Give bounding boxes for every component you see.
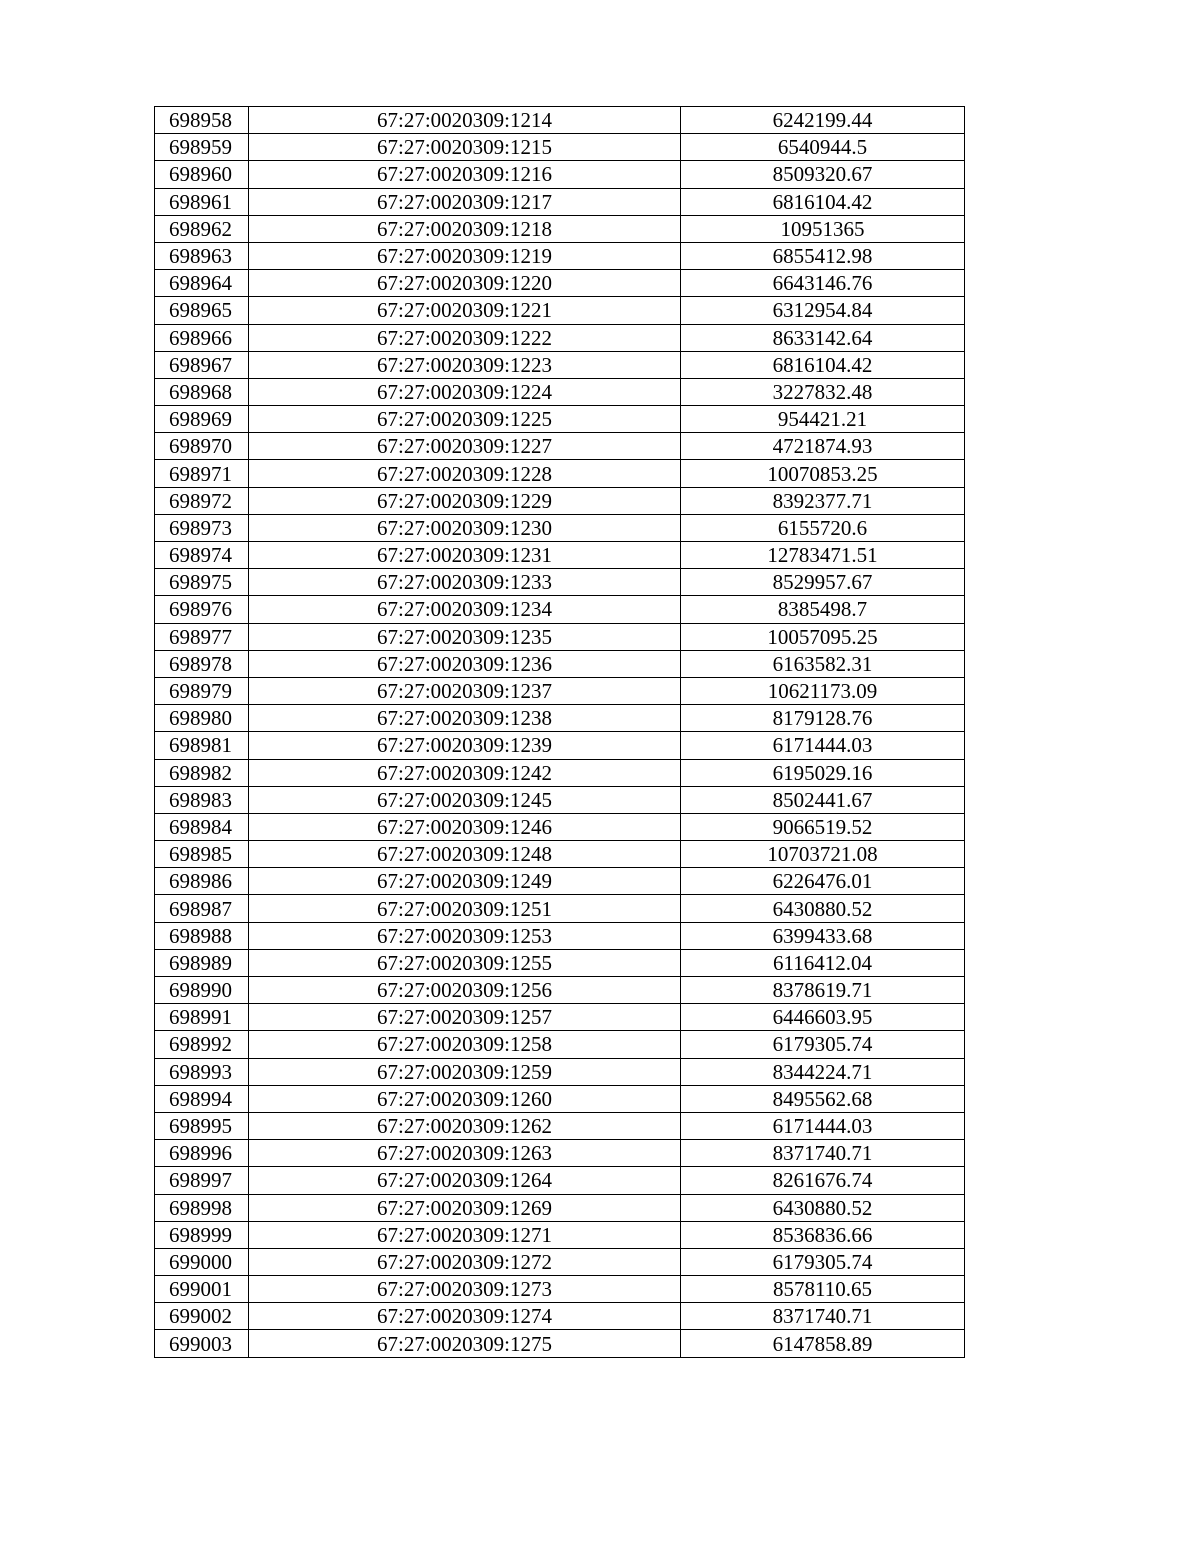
table-row xyxy=(155,1031,965,1058)
cadastral-number-cell: 67:27:0020309:1228 xyxy=(249,460,681,487)
value-cell: 8344224.71 xyxy=(681,1058,965,1085)
value-cell: 8536836.66 xyxy=(681,1221,965,1248)
table-row xyxy=(155,1112,965,1139)
cadastral-number-cell: 67:27:0020309:1242 xyxy=(249,759,681,786)
value-cell: 10703721.08 xyxy=(681,841,965,868)
table-row xyxy=(155,161,965,188)
cadastral-number-cell: 67:27:0020309:1251 xyxy=(249,895,681,922)
cadastral-number-cell: 67:27:0020309:1230 xyxy=(249,514,681,541)
row-id-cell: 698994 xyxy=(155,1085,249,1112)
cadastral-number-cell: 67:27:0020309:1253 xyxy=(249,922,681,949)
row-id-cell: 698978 xyxy=(155,650,249,677)
value-cell: 954421.21 xyxy=(681,406,965,433)
table-row xyxy=(155,542,965,569)
row-id-cell: 698964 xyxy=(155,270,249,297)
value-cell: 8495562.68 xyxy=(681,1085,965,1112)
value-cell: 6446603.95 xyxy=(681,1004,965,1031)
row-id-cell: 698963 xyxy=(155,242,249,269)
row-id-cell: 698965 xyxy=(155,297,249,324)
row-id-cell: 698996 xyxy=(155,1140,249,1167)
row-id-cell: 699003 xyxy=(155,1330,249,1357)
value-cell: 6430880.52 xyxy=(681,1194,965,1221)
value-cell: 6816104.42 xyxy=(681,188,965,215)
value-cell: 8371740.71 xyxy=(681,1140,965,1167)
row-id-cell: 698984 xyxy=(155,813,249,840)
value-cell: 6855412.98 xyxy=(681,242,965,269)
table-row xyxy=(155,949,965,976)
cadastral-number-cell: 67:27:0020309:1214 xyxy=(249,107,681,134)
table-row xyxy=(155,732,965,759)
cadastral-number-cell: 67:27:0020309:1225 xyxy=(249,406,681,433)
row-id-cell: 698986 xyxy=(155,868,249,895)
table-row xyxy=(155,1085,965,1112)
table-row xyxy=(155,786,965,813)
table-row xyxy=(155,188,965,215)
row-id-cell: 698988 xyxy=(155,922,249,949)
table-row xyxy=(155,1058,965,1085)
row-id-cell: 698987 xyxy=(155,895,249,922)
value-cell: 6540944.5 xyxy=(681,134,965,161)
cadastral-number-cell: 67:27:0020309:1221 xyxy=(249,297,681,324)
row-id-cell: 698979 xyxy=(155,677,249,704)
row-id-cell: 698959 xyxy=(155,134,249,161)
row-id-cell: 698989 xyxy=(155,949,249,976)
table-row xyxy=(155,1330,965,1357)
table-row xyxy=(155,895,965,922)
table-row xyxy=(155,759,965,786)
row-id-cell: 698983 xyxy=(155,786,249,813)
cadastral-number-cell: 67:27:0020309:1260 xyxy=(249,1085,681,1112)
row-id-cell: 698982 xyxy=(155,759,249,786)
row-id-cell: 699002 xyxy=(155,1303,249,1330)
value-cell: 6195029.16 xyxy=(681,759,965,786)
cadastral-number-cell: 67:27:0020309:1233 xyxy=(249,569,681,596)
cadastral-number-cell: 67:27:0020309:1224 xyxy=(249,378,681,405)
row-id-cell: 698981 xyxy=(155,732,249,759)
cadastral-number-cell: 67:27:0020309:1262 xyxy=(249,1112,681,1139)
value-cell: 8385498.7 xyxy=(681,596,965,623)
cadastral-number-cell: 67:27:0020309:1238 xyxy=(249,705,681,732)
row-id-cell: 698969 xyxy=(155,406,249,433)
table-row xyxy=(155,813,965,840)
value-cell: 10621173.09 xyxy=(681,677,965,704)
row-id-cell: 698992 xyxy=(155,1031,249,1058)
cadastral-number-cell: 67:27:0020309:1272 xyxy=(249,1248,681,1275)
table-row xyxy=(155,596,965,623)
table-row xyxy=(155,134,965,161)
cadastral-number-cell: 67:27:0020309:1222 xyxy=(249,324,681,351)
value-cell: 8371740.71 xyxy=(681,1303,965,1330)
row-id-cell: 698971 xyxy=(155,460,249,487)
cadastral-number-cell: 67:27:0020309:1219 xyxy=(249,242,681,269)
row-id-cell: 698997 xyxy=(155,1167,249,1194)
row-id-cell: 698974 xyxy=(155,542,249,569)
cadastral-number-cell: 67:27:0020309:1263 xyxy=(249,1140,681,1167)
cadastral-number-cell: 67:27:0020309:1259 xyxy=(249,1058,681,1085)
cadastral-number-cell: 67:27:0020309:1223 xyxy=(249,351,681,378)
value-cell: 8378619.71 xyxy=(681,977,965,1004)
row-id-cell: 698966 xyxy=(155,324,249,351)
table-row xyxy=(155,1221,965,1248)
table-row xyxy=(155,977,965,1004)
value-cell: 8392377.71 xyxy=(681,487,965,514)
cadastral-number-cell: 67:27:0020309:1275 xyxy=(249,1330,681,1357)
row-id-cell: 698975 xyxy=(155,569,249,596)
cadastral-number-cell: 67:27:0020309:1218 xyxy=(249,215,681,242)
row-id-cell: 698991 xyxy=(155,1004,249,1031)
table-row xyxy=(155,107,965,134)
value-cell: 3227832.48 xyxy=(681,378,965,405)
table-row xyxy=(155,378,965,405)
table-row xyxy=(155,1194,965,1221)
value-cell: 8578110.65 xyxy=(681,1276,965,1303)
row-id-cell: 699001 xyxy=(155,1276,249,1303)
table-row xyxy=(155,406,965,433)
value-cell: 10057095.25 xyxy=(681,623,965,650)
cadastral-number-cell: 67:27:0020309:1234 xyxy=(249,596,681,623)
table-row xyxy=(155,677,965,704)
table-row xyxy=(155,297,965,324)
value-cell: 6179305.74 xyxy=(681,1031,965,1058)
table-row xyxy=(155,623,965,650)
value-cell: 8179128.76 xyxy=(681,705,965,732)
cadastral-number-cell: 67:27:0020309:1236 xyxy=(249,650,681,677)
cadastral-number-cell: 67:27:0020309:1237 xyxy=(249,677,681,704)
cadastral-number-cell: 67:27:0020309:1257 xyxy=(249,1004,681,1031)
table-row xyxy=(155,324,965,351)
row-id-cell: 698980 xyxy=(155,705,249,732)
table-row xyxy=(155,1140,965,1167)
cadastral-number-cell: 67:27:0020309:1217 xyxy=(249,188,681,215)
value-cell: 8633142.64 xyxy=(681,324,965,351)
row-id-cell: 698958 xyxy=(155,107,249,134)
value-cell: 6163582.31 xyxy=(681,650,965,677)
table-row xyxy=(155,433,965,460)
row-id-cell: 698976 xyxy=(155,596,249,623)
value-cell: 6430880.52 xyxy=(681,895,965,922)
cadastral-number-cell: 67:27:0020309:1220 xyxy=(249,270,681,297)
row-id-cell: 699000 xyxy=(155,1248,249,1275)
value-cell: 8509320.67 xyxy=(681,161,965,188)
value-cell: 6816104.42 xyxy=(681,351,965,378)
row-id-cell: 698960 xyxy=(155,161,249,188)
table-row xyxy=(155,1167,965,1194)
value-cell: 6171444.03 xyxy=(681,732,965,759)
cadastral-number-cell: 67:27:0020309:1229 xyxy=(249,487,681,514)
cadastral-number-cell: 67:27:0020309:1256 xyxy=(249,977,681,1004)
row-id-cell: 698998 xyxy=(155,1194,249,1221)
row-id-cell: 698967 xyxy=(155,351,249,378)
value-cell: 6242199.44 xyxy=(681,107,965,134)
table-row xyxy=(155,351,965,378)
value-cell: 6116412.04 xyxy=(681,949,965,976)
cadastral-number-cell: 67:27:0020309:1215 xyxy=(249,134,681,161)
row-id-cell: 698990 xyxy=(155,977,249,1004)
value-cell: 6399433.68 xyxy=(681,922,965,949)
cadastral-number-cell: 67:27:0020309:1249 xyxy=(249,868,681,895)
cadastral-number-cell: 67:27:0020309:1264 xyxy=(249,1167,681,1194)
table-row xyxy=(155,1004,965,1031)
row-id-cell: 698993 xyxy=(155,1058,249,1085)
table-row xyxy=(155,242,965,269)
value-cell: 6312954.84 xyxy=(681,297,965,324)
value-cell: 6171444.03 xyxy=(681,1112,965,1139)
cadastral-number-cell: 67:27:0020309:1255 xyxy=(249,949,681,976)
cadastral-number-cell: 67:27:0020309:1216 xyxy=(249,161,681,188)
row-id-cell: 698972 xyxy=(155,487,249,514)
table-body xyxy=(155,107,965,1358)
value-cell: 6226476.01 xyxy=(681,868,965,895)
cadastral-number-cell: 67:27:0020309:1231 xyxy=(249,542,681,569)
value-cell: 6643146.76 xyxy=(681,270,965,297)
row-id-cell: 698970 xyxy=(155,433,249,460)
value-cell: 4721874.93 xyxy=(681,433,965,460)
cadastral-number-cell: 67:27:0020309:1258 xyxy=(249,1031,681,1058)
value-cell: 6147858.89 xyxy=(681,1330,965,1357)
cadastral-number-cell: 67:27:0020309:1235 xyxy=(249,623,681,650)
value-cell: 6155720.6 xyxy=(681,514,965,541)
table-row xyxy=(155,215,965,242)
cadastral-number-cell: 67:27:0020309:1246 xyxy=(249,813,681,840)
table-row xyxy=(155,514,965,541)
row-id-cell: 698977 xyxy=(155,623,249,650)
cadastral-number-cell: 67:27:0020309:1227 xyxy=(249,433,681,460)
row-id-cell: 698968 xyxy=(155,378,249,405)
value-cell: 8529957.67 xyxy=(681,569,965,596)
table-row xyxy=(155,841,965,868)
table-row xyxy=(155,1303,965,1330)
cadastral-number-cell: 67:27:0020309:1273 xyxy=(249,1276,681,1303)
table-row xyxy=(155,922,965,949)
value-cell: 8502441.67 xyxy=(681,786,965,813)
value-cell: 6179305.74 xyxy=(681,1248,965,1275)
table-row xyxy=(155,650,965,677)
cadastral-value-table xyxy=(154,106,965,1358)
cadastral-number-cell: 67:27:0020309:1239 xyxy=(249,732,681,759)
value-cell: 9066519.52 xyxy=(681,813,965,840)
table-row xyxy=(155,569,965,596)
value-cell: 10070853.25 xyxy=(681,460,965,487)
cadastral-number-cell: 67:27:0020309:1245 xyxy=(249,786,681,813)
value-cell: 12783471.51 xyxy=(681,542,965,569)
table-row xyxy=(155,1276,965,1303)
row-id-cell: 698995 xyxy=(155,1112,249,1139)
cadastral-number-cell: 67:27:0020309:1271 xyxy=(249,1221,681,1248)
cadastral-number-cell: 67:27:0020309:1274 xyxy=(249,1303,681,1330)
table-row xyxy=(155,270,965,297)
table-row xyxy=(155,460,965,487)
cadastral-number-cell: 67:27:0020309:1269 xyxy=(249,1194,681,1221)
row-id-cell: 698973 xyxy=(155,514,249,541)
value-cell: 10951365 xyxy=(681,215,965,242)
row-id-cell: 698999 xyxy=(155,1221,249,1248)
table-row xyxy=(155,1248,965,1275)
table-row xyxy=(155,868,965,895)
cadastral-number-cell: 67:27:0020309:1248 xyxy=(249,841,681,868)
value-cell: 8261676.74 xyxy=(681,1167,965,1194)
row-id-cell: 698985 xyxy=(155,841,249,868)
table-row xyxy=(155,487,965,514)
row-id-cell: 698961 xyxy=(155,188,249,215)
row-id-cell: 698962 xyxy=(155,215,249,242)
table-row xyxy=(155,705,965,732)
